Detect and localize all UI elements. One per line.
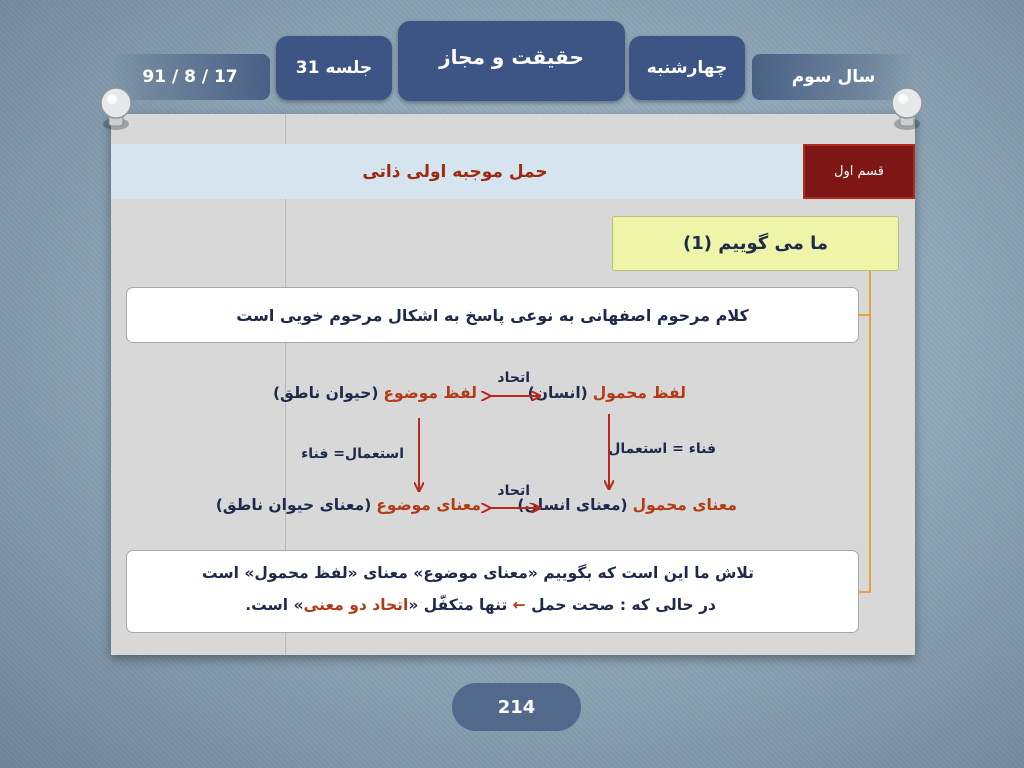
node-subject-word: لفظ موضوع (حیوان ناطق) [272,384,477,402]
conclusion-box [126,550,859,633]
page-number: 214 [497,696,536,718]
statement-box [126,287,859,343]
section-title: حمل موجبه اولی ذاتی [362,161,548,182]
node-predicate-meaning: معنای محمول (معنای انسان) [517,496,737,514]
date-label: 91 / 8 / 17 [142,67,238,87]
page-number-badge [452,683,581,731]
day-tab [629,36,745,100]
heading-box [612,216,899,271]
day-label: چهارشنبه [646,58,728,78]
title-tab [398,21,625,101]
year-tab [752,54,915,100]
bracket-tick-top [859,314,871,316]
node-predicate-word: لفظ محمول (انسان) [527,384,686,402]
conclusion-line-1: تلاش ما این است که بگوییم «معنای موضوع» معنای «لفظ محمول» است [202,564,754,582]
section-badge: قسم اول [803,144,915,199]
right-arrow-label: فناء = استعمال [608,441,716,457]
year-label: سال سوم [791,67,876,87]
node-subject-meaning: معنای موضوع (معنای حیوان ناطق) [215,496,481,514]
heading-text: ما می گوییم (1) [682,233,829,254]
conclusion-line-2: در حالی که : صحت حمل ← تنها متکفّل «اتحاد دو معنی» است. [245,596,716,614]
bracket-tick-bottom [859,591,871,593]
unity-label-bottom: اتحاد [497,483,530,499]
unity-label-top: اتحاد [497,370,530,386]
bracket-line [869,271,871,593]
course-title: حقیقت و مجاز [439,45,584,69]
date-tab [110,54,270,100]
implies-arrow-icon: ← [512,596,526,614]
session-label: جلسه 31 [295,58,373,78]
statement-text: کلام مرحوم اصفهانی به نوعی پاسخ به اشکال مرحوم خویی است [236,305,749,325]
left-arrow-label: استعمال= فناء [301,446,404,462]
session-tab [276,36,392,100]
